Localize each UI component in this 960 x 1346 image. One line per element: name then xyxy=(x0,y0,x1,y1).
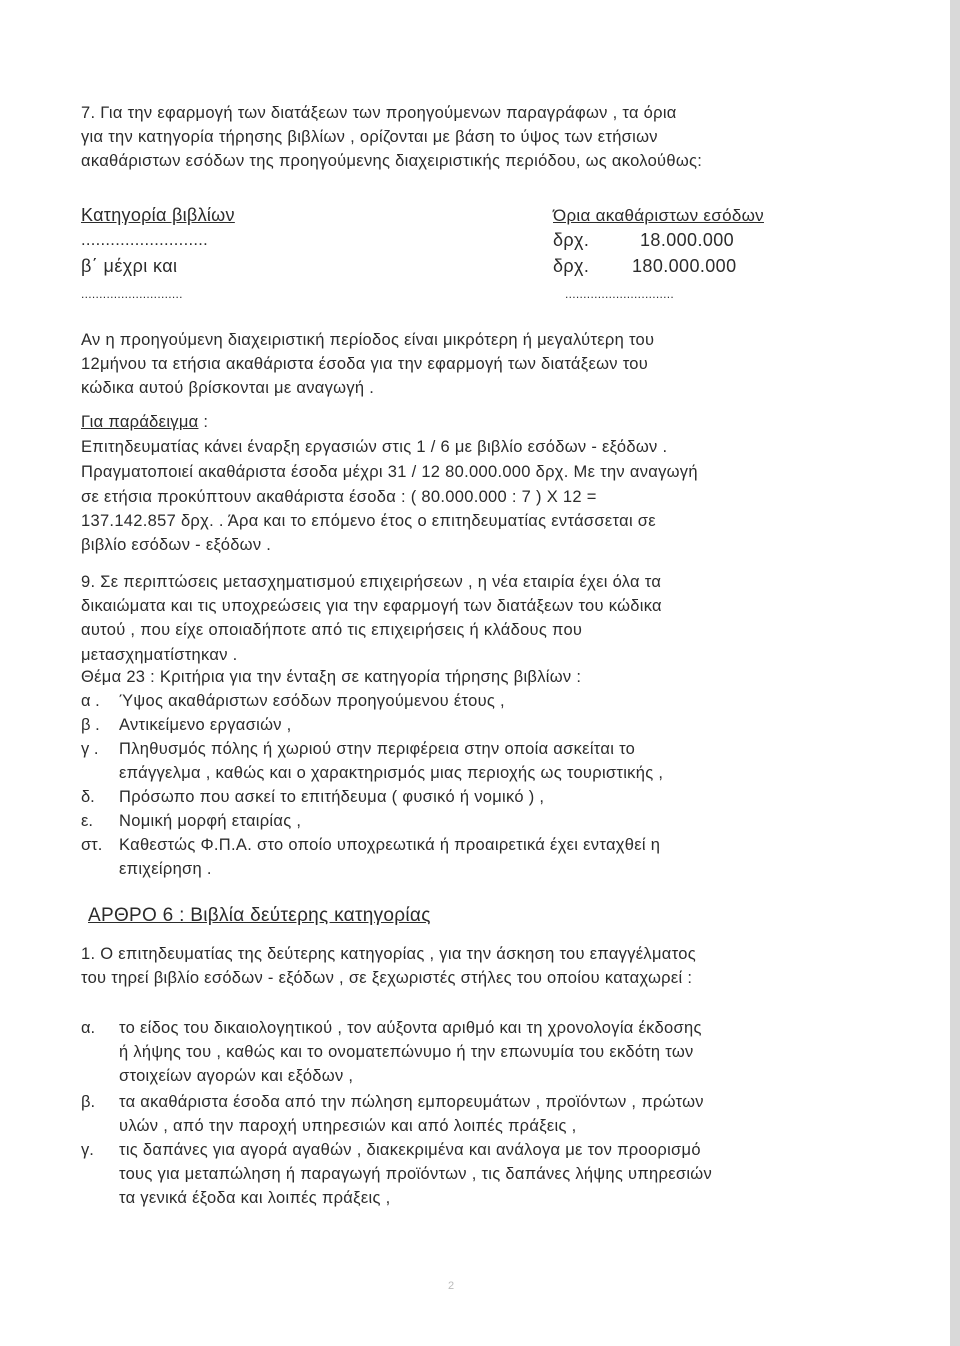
item-text: στοιχείων αγορών και εξόδων , xyxy=(119,1067,354,1085)
text-line: ακαθάριστων εσόδων της προηγούμενης διαχειριστικής περιόδου, ως ακολούθως: xyxy=(81,152,703,170)
text-line: δικαιώματα και τις υποχρεώσεις για την εφαρμογή των διατάξεων του κώδικα xyxy=(81,597,662,615)
item-text: τους για μεταπώληση ή παραγωγή προϊόντων , τις δαπάνες λήψης υπηρεσιών xyxy=(119,1165,713,1183)
item-mark: δ. xyxy=(81,788,95,806)
text-line: 12μήνου τα ετήσια ακαθάριστα έσοδα για την εφαρμογή των διατάξεων του xyxy=(81,355,649,373)
row2-currency: δρχ. xyxy=(553,256,590,276)
example-label: Για παράδειγμα xyxy=(81,413,199,431)
item-text: Νομική μορφή εταιρίας , xyxy=(119,812,302,830)
text-line: 7. Για την εφαρμογή των διατάξεων των προηγούμενων παραγράφων , τα όρια xyxy=(81,104,677,122)
text-line: Επιτηδευματίας κάνει έναρξη εργασιών στις 1 / 6 με βιβλίο εσόδων - εξόδων . xyxy=(81,438,668,456)
text-line: του τηρεί βιβλίο εσόδων - εξόδων , σε ξεχωριστές στήλες του οποίου καταχωρεί : xyxy=(81,969,693,987)
item-text: επιχείρηση . xyxy=(119,860,212,878)
item-mark: α . xyxy=(81,692,100,710)
item-text: τα ακαθάριστα έσοδα από την πώληση εμπορευμάτων , προϊόντων , πρώτων xyxy=(119,1093,704,1111)
row1-label: .......................... xyxy=(81,231,208,249)
item-text: ή λήψης του , καθώς και το ονοματεπώνυμο ή την επωνυμία του εκδότη των xyxy=(119,1043,694,1061)
col2-header: Όρια ακαθάριστων εσόδων xyxy=(553,206,764,225)
item-mark: β . xyxy=(81,716,100,734)
text-line: 1. Ο επιτηδευματίας της δεύτερης κατηγορίας , για την άσκηση του επαγγέλματος xyxy=(81,945,696,963)
row2-label: β΄ μέχρι και xyxy=(81,256,178,276)
text-line: σε ετήσια προκύπτουν ακαθάριστα έσοδα : ( 80.000.000 : 7 ) Χ 12 = xyxy=(81,488,597,506)
dots-right: .............................. xyxy=(565,287,675,301)
dots-left: ............................ xyxy=(81,287,183,301)
theme-title: Θέμα 23 : Κριτήρια για την ένταξη σε κατηγορία τήρησης βιβλίων : xyxy=(81,668,582,686)
text-line: μετασχηματίστηκαν . xyxy=(81,646,238,664)
item-mark: γ. xyxy=(81,1141,94,1159)
item-mark: β. xyxy=(81,1093,96,1111)
text-line: κώδικα αυτού βρίσκονται με αναγωγή . xyxy=(81,379,375,397)
item-mark: γ . xyxy=(81,740,99,758)
item-mark: α. xyxy=(81,1019,96,1037)
col1-header: Κατηγορία βιβλίων xyxy=(81,205,235,225)
scan-edge xyxy=(950,0,960,1346)
text-line: για την κατηγορία τήρησης βιβλίων , ορίζονται με βάση το ύψος των ετήσιων xyxy=(81,128,658,146)
text-line: Πραγματοποιεί ακαθάριστα έσοδα μέχρι 31 / 12 80.000.000 δρχ. Με την αναγωγή xyxy=(81,463,698,481)
item-text: Πρόσωπο που ασκεί το επιτήδευμα ( φυσικό ή νομικό ) , xyxy=(119,788,545,806)
row2-amount: 180.000.000 xyxy=(632,256,737,276)
item-text: τα γενικά έξοδα και λοιπές πράξεις , xyxy=(119,1189,391,1207)
text-line: 9. Σε περιπτώσεις μετασχηματισμού επιχειρήσεων , η νέα εταιρία έχει όλα τα xyxy=(81,573,662,591)
item-text: Ύψος ακαθάριστων εσόδων προηγούμενου έτους , xyxy=(119,692,505,710)
item-text: επάγγελμα , καθώς και ο χαρακτηρισμός μιας περιοχής ως τουριστικής , xyxy=(119,764,664,782)
text-line: βιβλίο εσόδων - εξόδων . xyxy=(81,536,272,554)
row1-amount: 18.000.000 xyxy=(640,230,735,250)
item-mark: ε. xyxy=(81,812,93,830)
item-text: Πληθυσμός πόλης ή χωριού στην περιφέρεια στην οποία ασκείται το xyxy=(119,740,636,758)
item-text: τις δαπάνες για αγορά αγαθών , διακεκριμένα και ανάλογα με τον προορισμό xyxy=(119,1141,701,1159)
article-heading: ΑΡΘΡΟ 6 : Βιβλία δεύτερης κατηγορίας xyxy=(88,905,431,926)
example-label-suffix: : xyxy=(198,413,209,431)
item-mark: στ. xyxy=(81,836,103,854)
row1-currency: δρχ. xyxy=(553,230,590,250)
item-text: το είδος του δικαιολογητικού , τον αύξοντα αριθμό και τη χρονολογία έκδοσης xyxy=(119,1019,702,1037)
example-label-line xyxy=(81,411,208,434)
page-number: 2 xyxy=(448,1280,455,1292)
text-line: αυτού , που είχε οποιαδήποτε από τις επιχειρήσεις ή κλάδους που xyxy=(81,621,583,639)
text-line: Αν η προηγούμενη διαχειριστική περίοδος είναι μικρότερη ή μεγαλύτερη του xyxy=(81,331,655,349)
item-text: υλών , από την παροχή υπηρεσιών και από λοιπές πράξεις , xyxy=(119,1117,577,1135)
item-text: Αντικείμενο εργασιών , xyxy=(119,716,292,734)
item-text: Καθεστώς Φ.Π.Α. στο οποίο υποχρεωτικά ή προαιρετικά έχει ενταχθεί η xyxy=(119,836,661,854)
text-line: 137.142.857 δρχ. . Άρα και το επόμενο έτος ο επιτηδευματίας εντάσσεται σε xyxy=(81,512,656,530)
